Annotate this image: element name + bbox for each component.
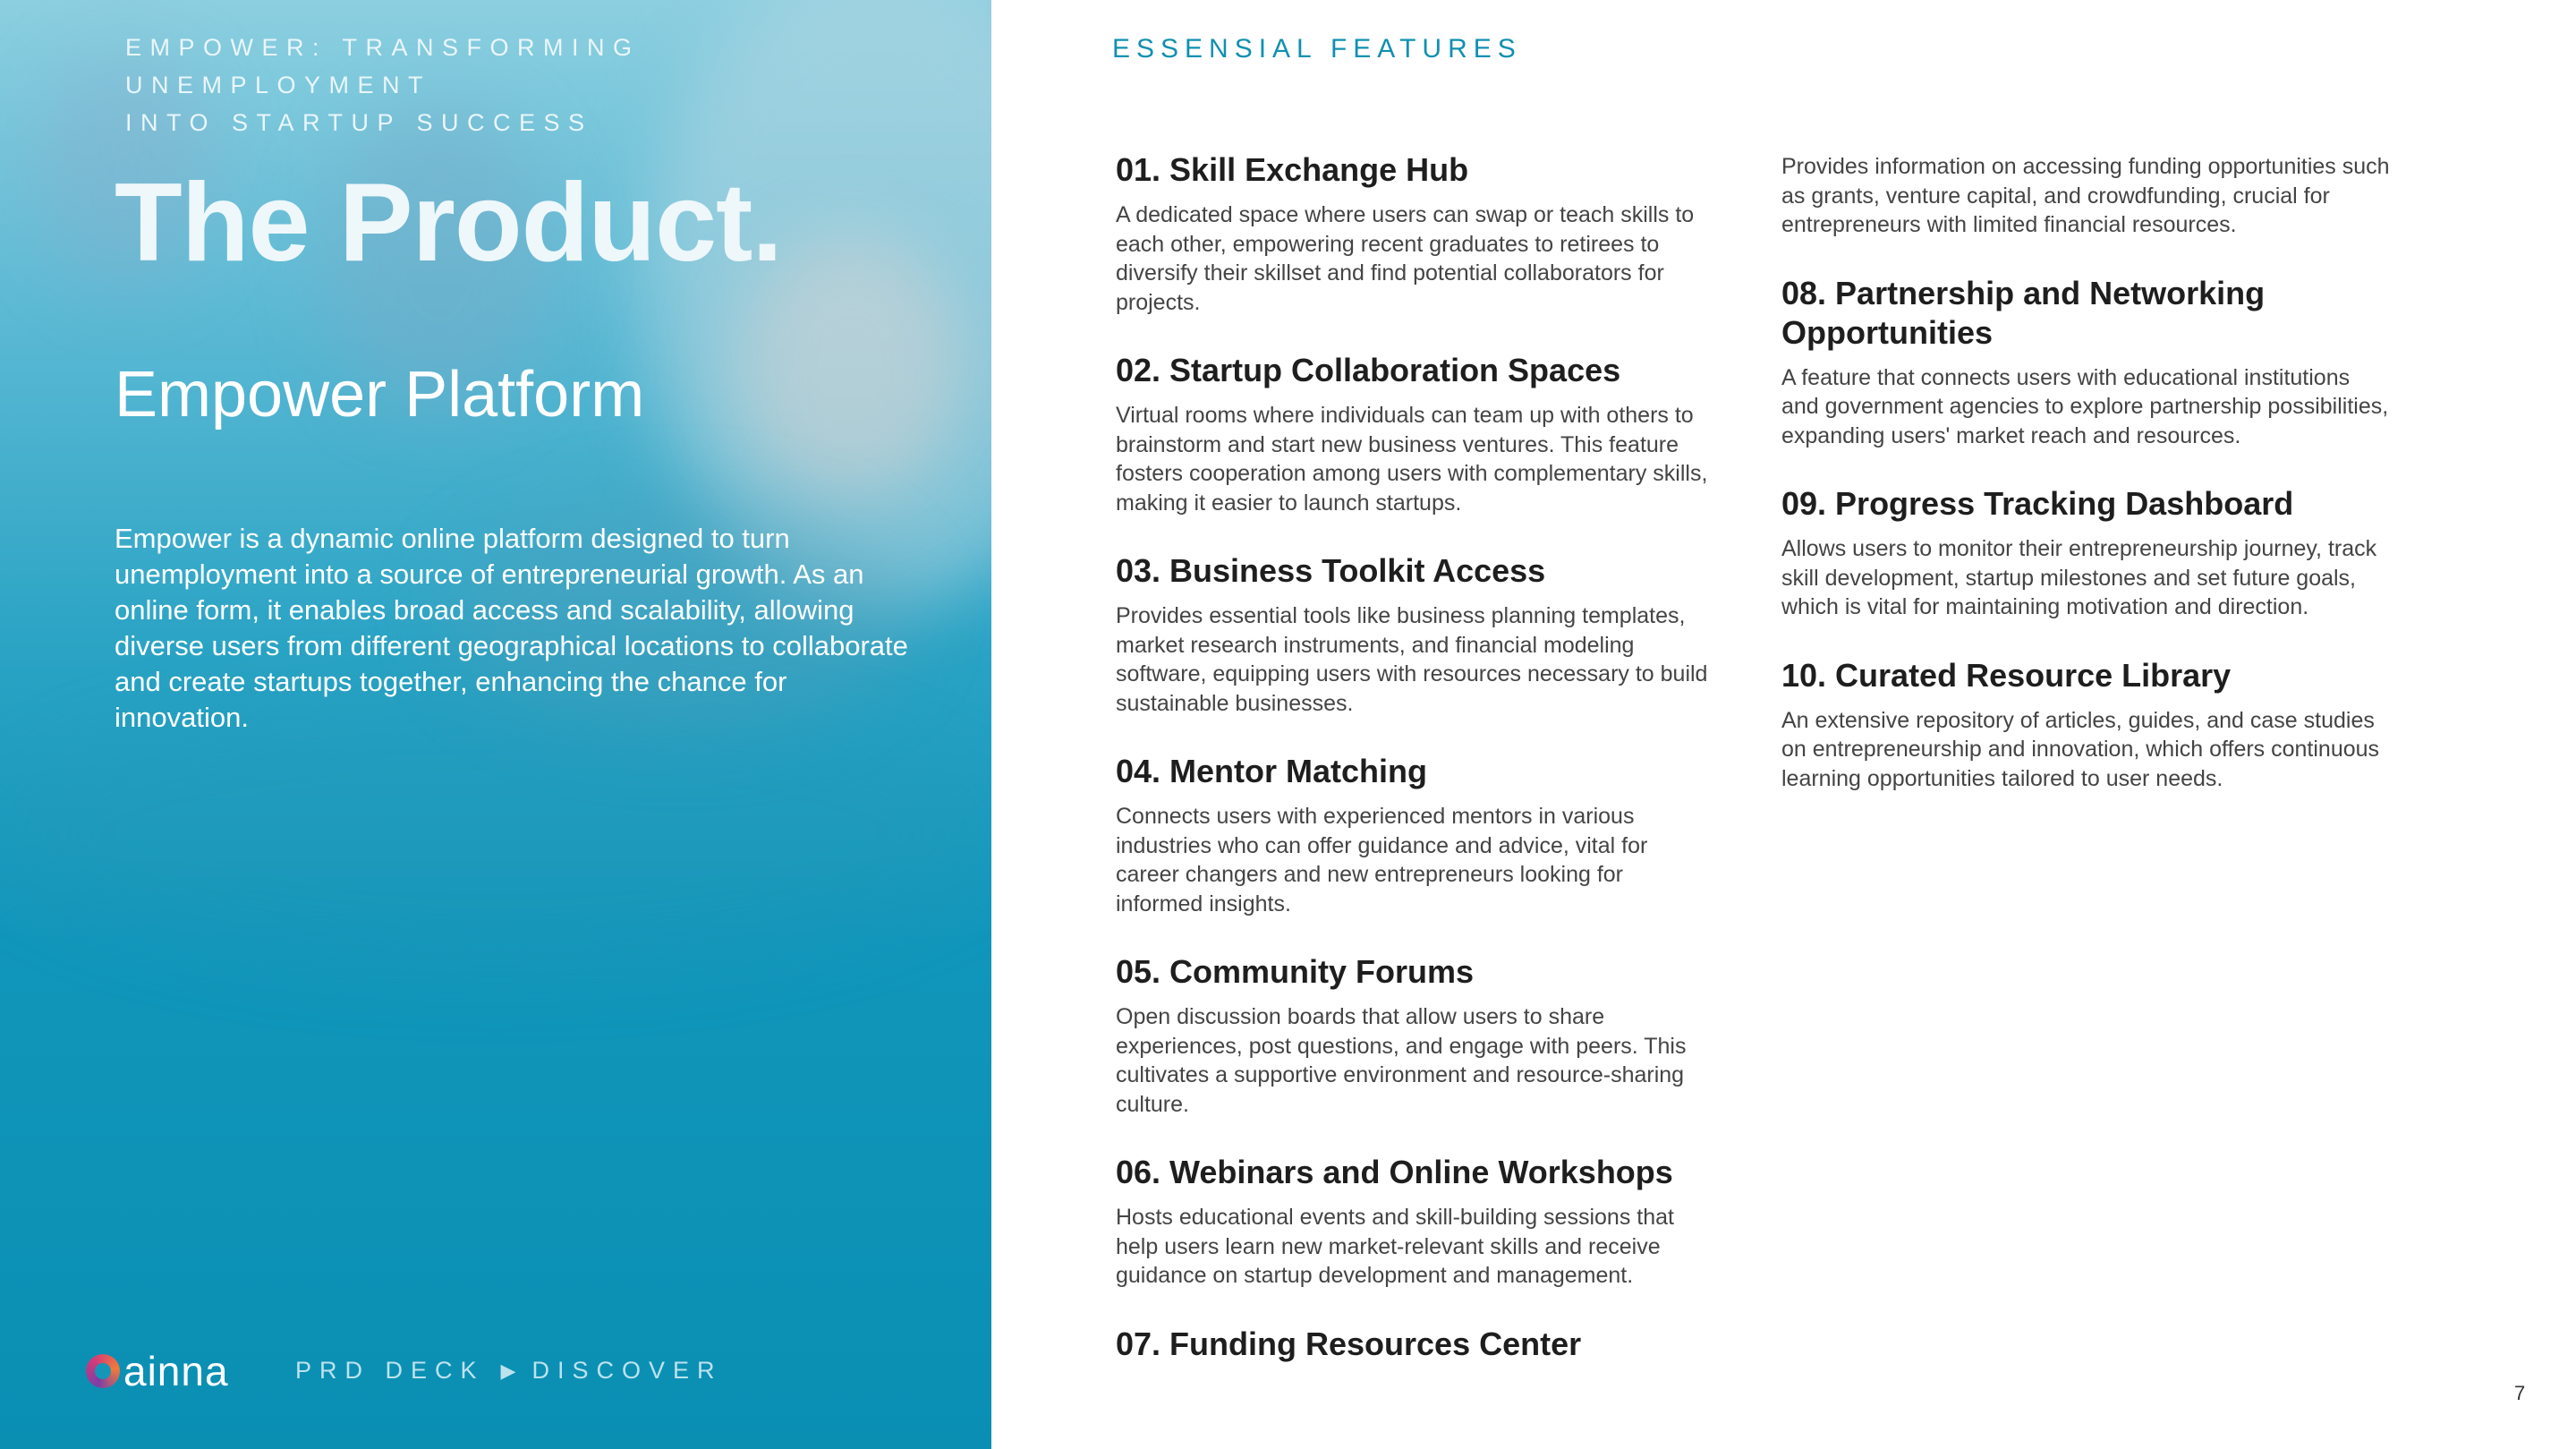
feature-text: Hosts educational events and skill-building sessions that help users learn new market-relevant skills and receive guidance on startup development and management. — [1116, 1205, 1674, 1288]
features-column-right — [1781, 152, 2390, 827]
feature-continuation — [1781, 152, 2390, 240]
breadcrumb-item: PRD DECK — [295, 1357, 485, 1384]
feature-title: 09. Progress Tracking Dashboard — [1781, 485, 2294, 522]
feature-title: 07. Funding Resources Center — [1116, 1325, 1582, 1362]
feature-text: Provides essential tools like business planning templates, market research instruments, and financial modeling software, equipping users with resources necessary to build sustainable businesses. — [1116, 603, 1708, 716]
deck-eyebrow — [125, 29, 931, 141]
background-photo-blur — [0, 698, 991, 967]
feature-title: 10. Curated Resource Library — [1781, 656, 2232, 694]
play-triangle-icon: ▶ — [500, 1359, 516, 1382]
feature-text: Allows users to monitor their entrepreneurship journey, track skill development, startup milestones and set future goals, which is vital for maintaining motivation and direction. — [1781, 536, 2377, 619]
footer-breadcrumb — [295, 1357, 722, 1385]
feature-text: Open discussion boards that allow users to share experiences, post questions, and engage with peers. This cultivates a supportive environment and resource-sharing culture. — [1116, 1004, 1687, 1117]
feature-item — [1116, 952, 1715, 1119]
ainna-logo-icon — [86, 1351, 120, 1392]
page-number: 7 — [2514, 1382, 2526, 1404]
feature-text: Virtual rooms where individuals can team up with others to brainstorm and start new business ventures. This feature fosters cooperation among users with complementary skills, making it easier to launch startups. — [1116, 403, 1708, 516]
page-subtitle: Empower Platform — [115, 359, 645, 430]
feature-title: 01. Skill Exchange Hub — [1116, 151, 1469, 188]
eyebrow-line: EMPOWER: TRANSFORMING UNEMPLOYMENT — [125, 34, 641, 98]
feature-title: 08. Partnership and Networking Opportunities — [1781, 274, 2266, 351]
feature-text: An extensive repository of articles, guides, and case studies on entrepreneurship and innovation, which offers continuous learning opportunities tailored to user needs. — [1781, 707, 2380, 791]
feature-title: 06. Webinars and Online Workshops — [1116, 1154, 1673, 1190]
feature-item — [1116, 551, 1715, 718]
feature-item — [1781, 484, 2390, 622]
feature-title: 03. Business Toolkit Access — [1116, 552, 1546, 589]
feature-item — [1781, 656, 2390, 794]
feature-text: Provides information on accessing funding opportunities such as grants, venture capital, and crowdfunding, crucial for entrepreneurs with limited financial resources. — [1781, 154, 2390, 237]
feature-title: 04. Mentor Matching — [1116, 753, 1428, 789]
features-column-left — [1116, 150, 1715, 1398]
feature-item — [1116, 1153, 1715, 1291]
feature-title: 05. Community Forums — [1116, 953, 1475, 990]
feature-item — [1116, 752, 1715, 918]
feature-item — [1781, 274, 2390, 451]
feature-text: Connects users with experienced mentors in various industries who can offer guidance and advice, vital for career changers and new entrepreneurs looking for informed insights. — [1116, 804, 1648, 916]
brand-logo — [86, 1347, 229, 1395]
page-title: The Product. — [115, 161, 782, 285]
feature-item — [1116, 150, 1715, 317]
feature-item — [1116, 351, 1715, 517]
eyebrow-line: INTO STARTUP SUCCESS — [125, 109, 593, 136]
feature-item — [1116, 1325, 1715, 1364]
hero-panel — [0, 0, 991, 1449]
feature-text: A feature that connects users with educational institutions and government agencies to explore partnership possibilities, expanding users' market reach and resources. — [1781, 364, 2389, 448]
product-description: Empower is a dynamic online platform designed to turn unemployment into a source of entrepreneurial growth. As an online form, it enables broad access and scalability, allowing diverse users from different geographical locations to collaborate and create startups together, enhancing the chance for innovation. — [115, 523, 908, 733]
brand-name: ainna — [123, 1348, 229, 1394]
feature-text: A dedicated space where users can swap or teach skills to each other, empowering recent graduates to retirees to diversify their skillset and find potential collaborators for projects. — [1116, 202, 1695, 315]
breadcrumb-item: DISCOVER — [531, 1357, 723, 1384]
section-label: ESSENSIAL FEATURES — [1112, 34, 1522, 64]
feature-title: 02. Startup Collaboration Spaces — [1116, 352, 1621, 388]
